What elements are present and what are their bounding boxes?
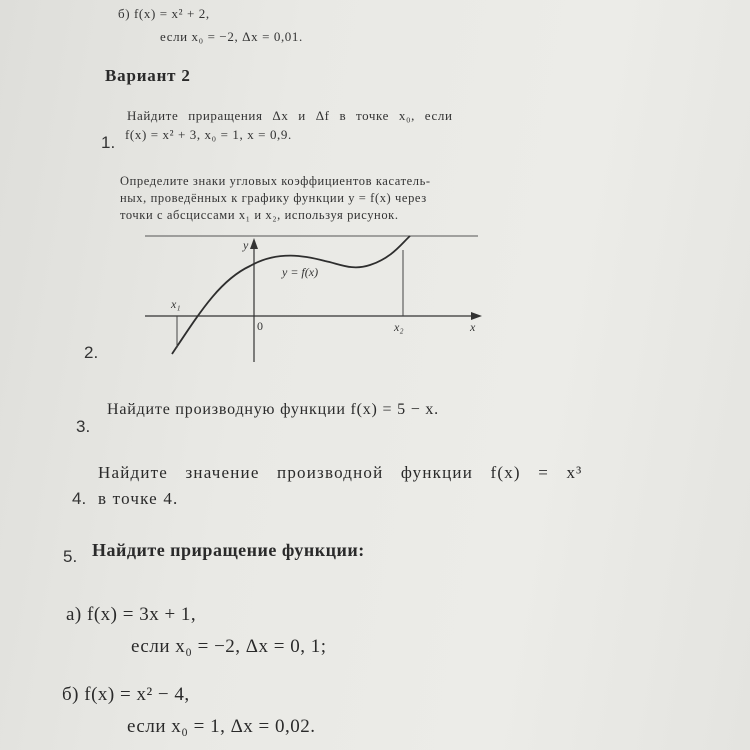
task2-number: 2. [84,343,99,362]
top-item-line2: если x₀ = −2, Δx = 0,01. [160,29,303,44]
y-axis-arrow [250,238,258,249]
task5-b-line1: б) f(x) = x² − 4, [62,684,190,705]
task1-number: 1. [101,133,116,152]
function-curve [172,236,410,354]
task2-line2: ных, проведённых к графику функции y = f(x) через [120,191,427,205]
origin-label: 0 [257,319,263,333]
curve-label: y = f(x) [282,265,319,279]
task5-a-line1: а) f(x) = 3x + 1, [66,604,197,625]
x-axis-label: x [470,320,476,334]
x1-label: x₁ [171,297,181,311]
task2-line3: точки с абсциссами x₁ и x₂, используя рисунок. [120,208,399,222]
task5-title: Найдите приращение функции: [92,540,365,560]
x-axis-arrow [471,312,482,320]
task1-line1: Найдите приращения Δx и Δf в точке x₀, если [127,108,453,123]
task5-number: 5. [63,547,78,566]
task4-line2: в точке 4. [98,489,179,508]
task2-line1: Определите знаки угловых коэффициентов касатель- [120,174,431,188]
task3-text: Найдите производную функции f(x) = 5 − x. [107,401,439,418]
task5-a-line2: если x₀ = −2, Δx = 0, 1; [131,636,327,657]
variant-title: Вариант 2 [105,66,191,85]
task4-line1: Найдите значение производной функции f(x) = x³ [98,463,583,482]
task4-number: 4. [72,489,87,508]
task3-number: 3. [76,417,91,436]
task1-line2: f(x) = x² + 3, x₀ = 1, x = 0,9. [125,127,292,142]
top-item-line1: б) f(x) = x² + 2, [118,6,210,21]
task5-b-line2: если x₀ = 1, Δx = 0,02. [127,716,316,737]
y-axis-label: y [243,238,249,252]
x2-label: x₂ [394,320,404,334]
